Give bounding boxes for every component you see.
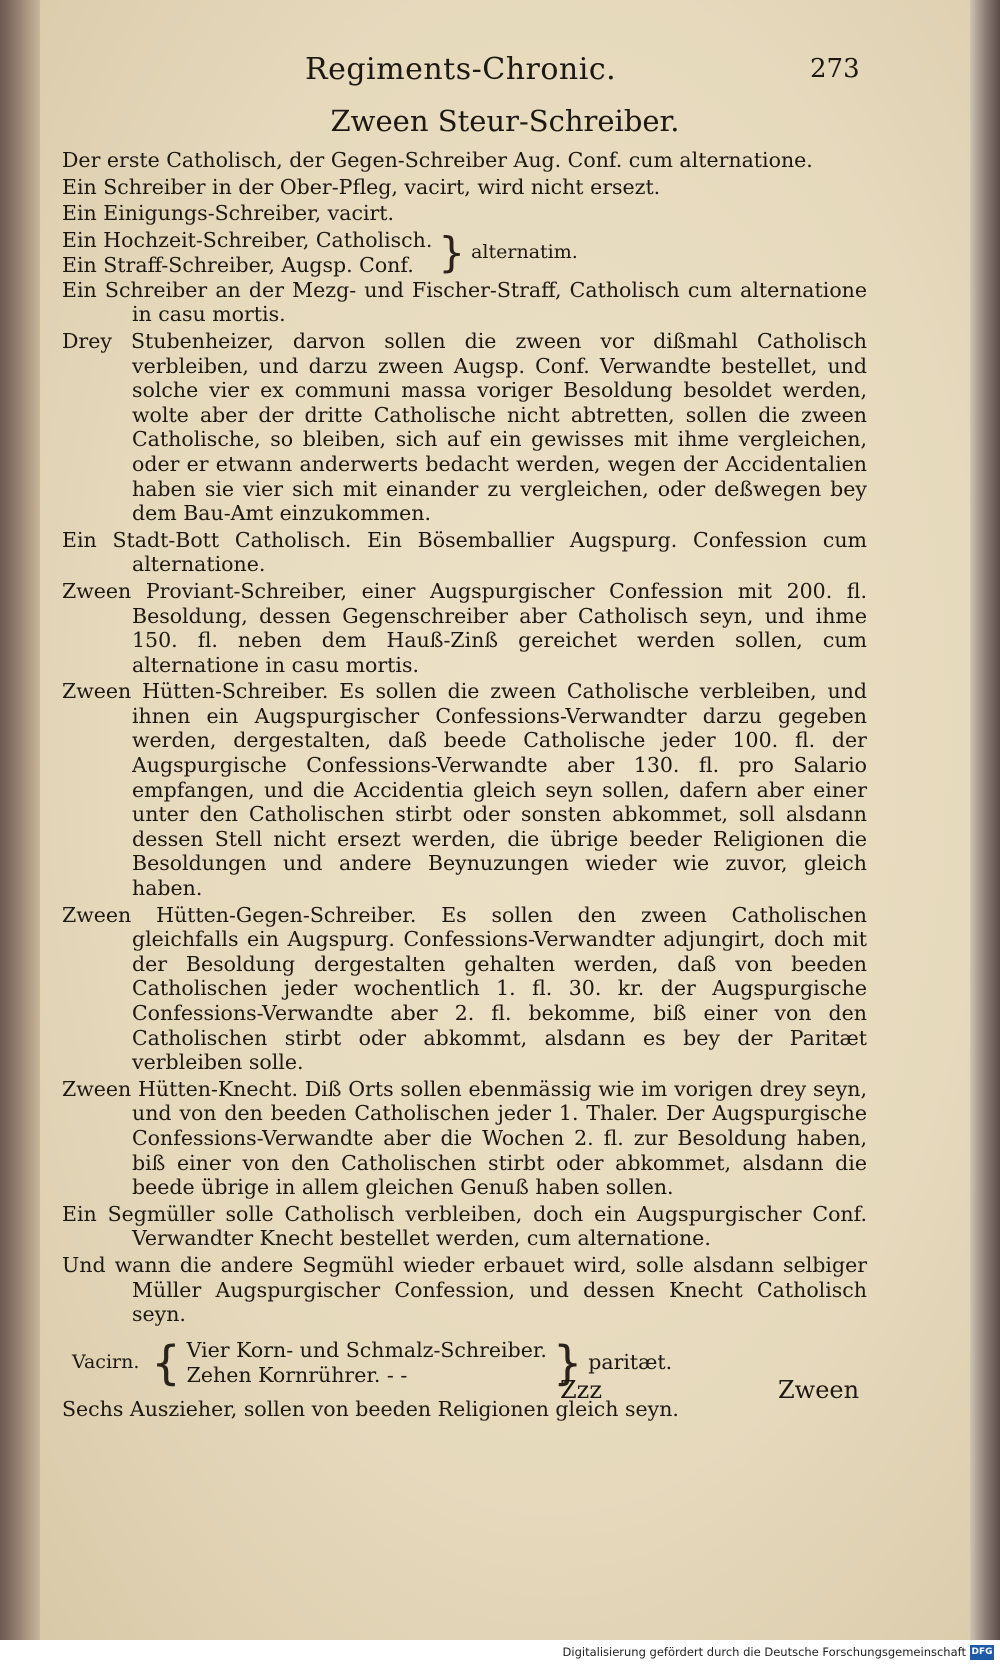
- credit-text: Digitalisierung gefördert durch die Deutsche Forschungsgemeinschaft: [562, 1645, 966, 1659]
- page-body: [62, 148, 867, 1423]
- entry-hochzeit: Ein Hochzeit-Schreiber, Catholisch.: [62, 228, 433, 253]
- entry-stadt-bott: Ein Stadt-Bott Catholisch. Ein Bösemballier Augspurg. Confession cum alternatione.: [62, 527, 867, 577]
- entry-straff: Ein Straff-Schreiber, Augsp. Conf.: [62, 252, 414, 277]
- book-page: [40, 0, 970, 1640]
- entry-segmueller: Ein Segmüller solle Catholisch verbleiben, doch ein Augspurgischer Conf. Verwandter Knecht bestellet werden, cum alternatione.: [62, 1201, 867, 1251]
- alternatim-group: [62, 228, 867, 278]
- entry-stubenheizer: Drey Stubenheizer, darvon sollen die zween vor dißmahl Catholisch verbleiben, und darzu zween Augsp. Conf. Verwandte bestellet, und solche vier ex communi massa voriger Besoldung besoldet werden, wolte aber der dritte Catholische nicht abtretten, sollen die zween Catholische, so bleiben, sich auf ein gewisses mit ihme vergleichen, oder er etwann anderwerts bedacht werden, wegen der Accidentalien haben sie vier sich mit einander zu vergleichen, oder deßwegen bey dem Bau-Amt einzukommen.: [62, 328, 867, 526]
- entry-proviant: Zween Proviant-Schreiber, einer Augspurgischer Confession mit 200. fl. Besoldung, dessen Gegenschreiber aber Catholisch seyn, und ihme 150. fl. neben dem Hauß-Zinß gereichet werden sollen, cum alternatione in casu mortis.: [62, 578, 867, 677]
- entry-huetten-schreiber: Zween Hütten-Schreiber. Es sollen die zween Catholische verbleiben, und ihnen ein Augspurgischer Confessions-Verwandter darzu gegeben werden, dergestalten, daß beede Catholische jeder 100. fl. der Augspurgische Confessions-Verwandte aber 130. fl. pro Salario empfangen, und die Accidentia gleich seyn sollen, dafern aber einer unter den Catholischen stirbt oder sonsten abkommet, soll alsdann dessen Stell nicht ersezt werden, die übrige beeder Religionen die Besoldungen und andere Beynuzungen wieder wie zuvor, gleich haben.: [62, 679, 867, 901]
- entry-auszieher: Sechs Auszieher, sollen von beeden Religionen gleich seyn.: [62, 1396, 679, 1421]
- entry-korn-schreiber: Vier Korn- und Schmalz-Schreiber.: [186, 1337, 547, 1362]
- book-edge-left: [0, 0, 40, 1640]
- section-title: Zween Steur-Schreiber.: [330, 104, 680, 138]
- running-title: Regiments-Chronic.: [305, 52, 617, 87]
- signature-mark: Zzz: [560, 1376, 602, 1404]
- dfg-logo-icon: DFG: [970, 1645, 994, 1660]
- catchword: Zween: [778, 1376, 860, 1404]
- alternatim-label: alternatim.: [471, 241, 578, 264]
- paritaet-label: paritæt.: [588, 1350, 673, 1375]
- right-brace: }: [552, 1335, 583, 1390]
- page-header: [40, 52, 970, 92]
- right-brace: }: [438, 227, 466, 277]
- alternatim-lines: [62, 228, 432, 277]
- vacirn-prefix: Vacirn.: [72, 1351, 140, 1374]
- book-edge-right: [970, 0, 1000, 1640]
- entry-huetten-knecht: Zween Hütten-Knecht. Diß Orts sollen ebenmässig wie im vorigen drey seyn, und von den beeden Catholischen jeder 1. Thaler. Der Augspurgische Confessions-Verwandte aber die Wochen 2. fl. zur Besoldung haben, biß einer von den Catholischen stirbt oder abkommet, alsdann die beede übrige in allem gleichen Genuß haben sollen.: [62, 1076, 867, 1200]
- credit-bar: [0, 1640, 1000, 1666]
- entry-huetten-gegen: Zween Hütten-Gegen-Schreiber. Es sollen den zween Catholischen gleichfalls ein Augspurg. Confessions-Verwandter adjungirt, doch mit der Besoldung dergestalten gehalten werden, daß von beeden Catholischen jeder wochentlich 1. fl. 30. kr. der Augspurgische Confessions-Verwandte aber 2. fl. bekomme, biß einer von den Catholischen stirbt oder abkommt, alsdann es bey der Paritæt verbleiben solle.: [62, 902, 867, 1075]
- left-brace: {: [151, 1335, 181, 1390]
- entry-segmuehl: Und wann die andere Segmühl wieder erbauet wird, solle alsdann selbiger Müller Augspurgischer Confession, und dessen Knecht Catholisch seyn.: [62, 1252, 867, 1327]
- page-footer: [40, 1376, 970, 1406]
- entry-einigungs: Ein Einigungs-Schreiber, vacirt.: [62, 201, 395, 226]
- entry-kornruehrer: Zehen Kornrührer. - -: [186, 1362, 408, 1387]
- entry-ober-pfleg: Ein Schreiber in der Ober-Pfleg, vacirt, wird nicht ersezt.: [62, 174, 661, 199]
- entry-first-clerk: Der erste Catholisch, der Gegen-Schreiber Aug. Conf. cum alternatione.: [62, 148, 813, 172]
- page-number: 273: [810, 54, 860, 84]
- entry-mezg: Ein Schreiber an der Mezg- und Fischer-Straff, Catholisch cum alternatione in casu mortis.: [62, 277, 867, 327]
